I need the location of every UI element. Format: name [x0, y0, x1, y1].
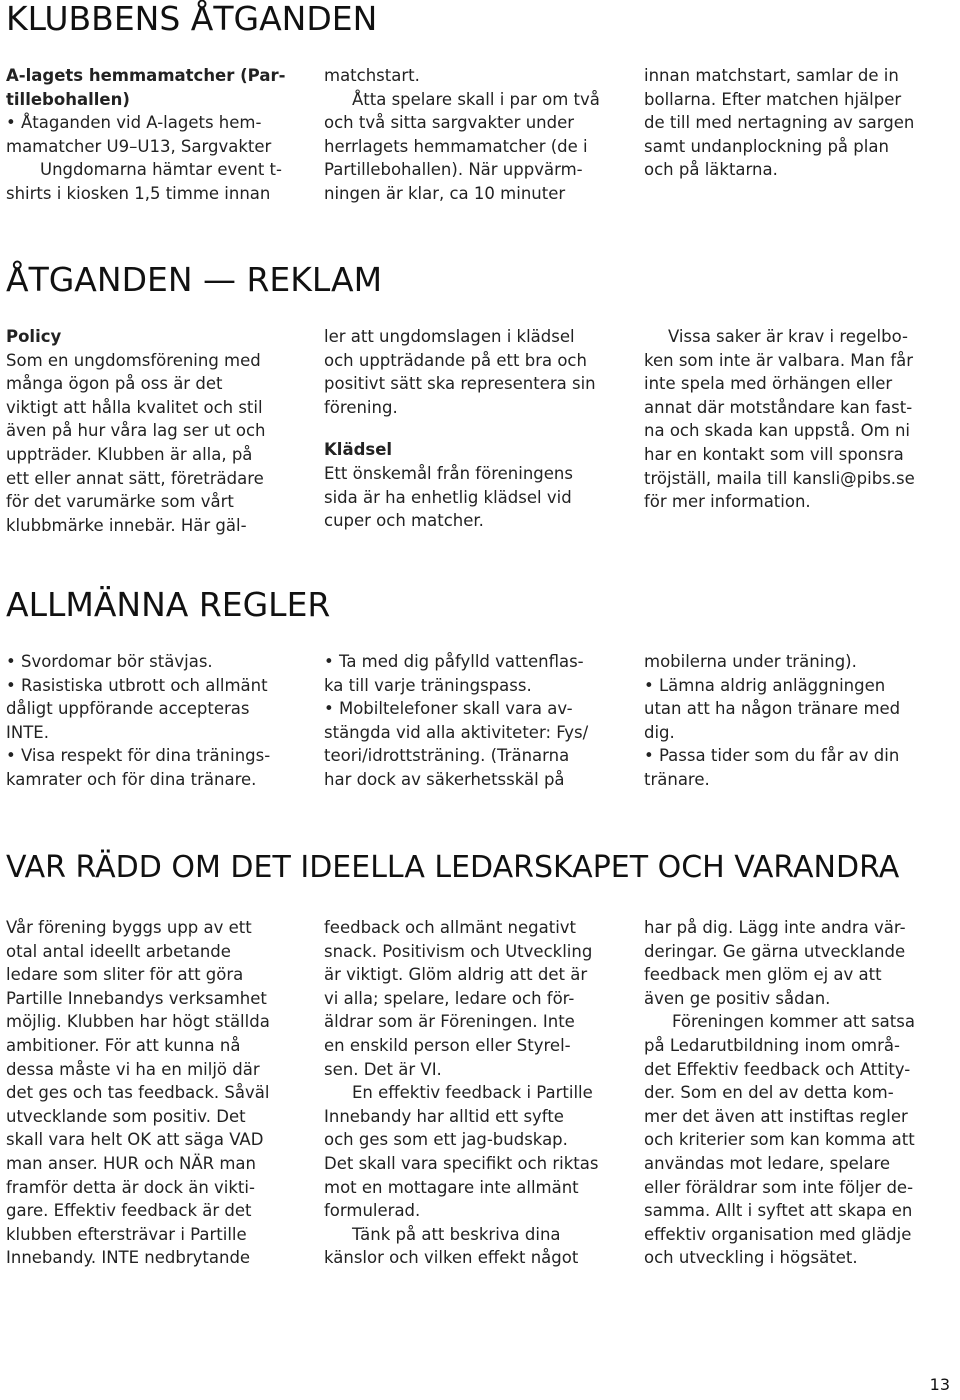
s1-c2-line: herrlagets hemmamatcher (de i — [324, 136, 588, 156]
s4-text-line: Vår förening byggs upp av ett — [6, 918, 252, 937]
s3-rule-item: • Svordomar bör stävjas. — [6, 652, 213, 671]
s4-text-line: det Effektiv feedback och Attity- — [644, 1059, 911, 1079]
s2-c1-line: Som en ungdomsförening med — [6, 350, 261, 370]
s3-rule-item: • Lämna aldrig anläggningen — [644, 675, 886, 695]
s3-column-2 — [324, 650, 614, 792]
s4-text-line: Innebandy. INTE nedbrytande — [6, 1248, 251, 1268]
page-number: 13 — [929, 1375, 950, 1394]
s2-column-3 — [644, 325, 954, 514]
s3-rule-item: dåligt uppförande accepteras — [6, 699, 250, 719]
s4-text-line: mot en mottagare inte allmänt — [324, 1177, 579, 1197]
s2-c1-line: uppträder. Klubben är alla, på — [6, 444, 253, 464]
s1-c1-line: shirts i kiosken 1,5 timme innan — [6, 183, 271, 203]
s2-subheading-policy: Policy — [6, 327, 62, 346]
s3-rule-item: • Passa tider som du får av din — [644, 746, 900, 766]
s1-c3-line: de till med nertagning av sargen — [644, 113, 915, 133]
s4-text-line: sen. Det är VI. — [324, 1059, 442, 1079]
s4-text-line: framför detta är dock än vikti- — [6, 1177, 255, 1197]
s3-rule-item: mobilerna under träning). — [644, 652, 857, 671]
s1-c2-line: Partillebohallen). När uppvärm- — [324, 160, 583, 180]
s4-text-line: dessa måste vi ha en miljö där — [6, 1059, 260, 1079]
s3-rule-item: kamrater och för dina tränare. — [6, 769, 257, 789]
s4-text-line: En effektiv feedback i Partille — [352, 1083, 593, 1103]
s4-text-line: Partille Innebandys verksamhet — [6, 988, 267, 1008]
s4-text-line: klubben eftersträvar i Partille — [6, 1224, 247, 1244]
s1-c1-line: mamatcher U9–U13, Sargvakter — [6, 136, 272, 156]
s4-text-line: på Ledarutbildning inom områ- — [644, 1035, 900, 1055]
s3-rule-item: dig. — [644, 722, 675, 742]
s3-rule-item: teori/idrottsträning. (Tränarna — [324, 746, 570, 766]
s3-rule-item: • Visa respekt för dina tränings- — [6, 746, 271, 766]
section-title-allmanna-regler: ALLMÄNNA REGLER — [6, 585, 331, 624]
s2-c1-line: för det varumärke som vårt — [6, 492, 234, 512]
s4-text-line: Föreningen kommer att satsa — [672, 1012, 915, 1032]
s4-text-line: och ges som ett jag-budskap. — [324, 1130, 568, 1150]
s2-c2-line: sida är ha enhetlig klädsel vid — [324, 487, 572, 507]
s3-rule-item: INTE. — [6, 722, 49, 742]
s1-subheading: A-lagets hemmamatcher (Par- tillebohallen) — [6, 66, 286, 109]
s4-text-line: har på dig. Lägg inte andra vär- — [644, 918, 906, 937]
s4-text-line: Det skall vara specifikt och riktas — [324, 1153, 599, 1173]
s4-text-line: der. Som en del av detta kom- — [644, 1083, 894, 1103]
s2-c3-line: har en kontakt som vill sponsra — [644, 444, 904, 464]
s4-column-2 — [324, 916, 614, 1270]
s3-rule-item: utan att ha någon tränare med — [644, 699, 901, 719]
s2-subheading-kladsel: Klädsel — [324, 440, 393, 460]
s4-column-1 — [6, 916, 296, 1270]
s2-c1-line: klubbmärke innebär. Här gäl- — [6, 515, 247, 535]
s1-c3-line: och på läktarna. — [644, 160, 778, 180]
s4-text-line: man anser. HUR och NÄR man — [6, 1153, 257, 1173]
s2-c1-line: många ögon på oss är det — [6, 374, 223, 394]
s4-text-line: deringar. Ge gärna utvecklande — [644, 941, 906, 961]
s1-c2-line: Åtta spelare skall i par om två — [352, 89, 600, 109]
s2-c1-line: viktigt att hålla kvalitet och stil — [6, 397, 263, 417]
s3-rule-item: har dock av säkerhetsskäl på — [324, 769, 565, 789]
s3-rule-item: tränare. — [644, 769, 710, 789]
s2-c2-line: och uppträdande på ett bra och — [324, 350, 587, 370]
s2-c3-line: tröjställ, maila till kansli@pibs.se — [644, 468, 915, 488]
s1-column-3 — [644, 64, 954, 182]
s4-text-line: Innebandy har alltid ett syfte — [324, 1106, 564, 1126]
s3-column-3 — [644, 650, 954, 792]
s1-c3-line: bollarna. Efter matchen hjälper — [644, 89, 902, 109]
s4-text-line: möjlig. Klubben har högt ställda — [6, 1012, 270, 1032]
s4-text-line: även ge positiv sådan. — [644, 988, 831, 1008]
s3-rule-item: ka till varje träningspass. — [324, 675, 532, 695]
s4-text-line: det ges och tas feedback. Såväl — [6, 1083, 270, 1103]
s1-c1-line: Ungdomarna hämtar event t- — [40, 160, 282, 180]
s4-text-line: Tänk på att beskriva dina — [352, 1224, 561, 1244]
s1-c2-line: matchstart. — [324, 66, 420, 85]
s4-text-line: otal antal ideellt arbetande — [6, 941, 231, 961]
s1-c3-line: samt undanplockning på plan — [644, 136, 889, 156]
s1-column-2 — [324, 64, 614, 206]
s4-text-line: är viktigt. Glöm aldrig att det är — [324, 965, 588, 985]
s2-c3-line: för mer information. — [644, 492, 811, 512]
section-title-atganden-reklam: ÅTGANDEN — REKLAM — [6, 260, 383, 299]
s2-c3-line: na och skada kan uppstå. Om ni — [644, 421, 910, 441]
section-title-ideella-ledarskapet: VAR RÄDD OM DET IDEELLA LEDARSKAPET OCH VARANDRA — [6, 850, 900, 885]
s4-text-line: feedback och allmänt negativt — [324, 918, 577, 937]
s2-column-1 — [6, 325, 296, 537]
s4-text-line: utvecklande som positiv. Det — [6, 1106, 246, 1126]
s3-rule-item: • Mobiltelefoner skall vara av- — [324, 699, 573, 719]
s4-text-line: och utveckling i högsätet. — [644, 1248, 858, 1268]
s4-text-line: och kriterier som kan komma att — [644, 1130, 915, 1150]
s1-c2-line: ningen är klar, ca 10 minuter — [324, 183, 566, 203]
s2-c2-line: cuper och matcher. — [324, 511, 484, 531]
s4-text-line: effektiv organisation med glädje — [644, 1224, 912, 1244]
s4-text-line: ambitioner. För att kunna nå — [6, 1035, 241, 1055]
s3-rule-item: • Ta med dig påfylld vattenflas- — [324, 652, 584, 671]
s2-c3-line: Vissa saker är krav i regelbo- — [668, 327, 908, 346]
s2-c1-line: även på hur våra lag ser ut och — [6, 421, 266, 441]
s2-c3-line: annat där motståndare kan fast- — [644, 397, 913, 417]
s4-text-line: gare. Effektiv feedback är det — [6, 1201, 252, 1221]
s4-text-line: samma. Allt i syftet att skapa en — [644, 1201, 913, 1221]
s1-c1-line: • Åtaganden vid A-lagets hem- — [6, 113, 262, 133]
s2-c3-line: ken som inte är valbara. Man får — [644, 350, 914, 370]
s1-c3-line: innan matchstart, samlar de in — [644, 66, 899, 85]
s3-column-1 — [6, 650, 296, 792]
s3-rule-item: • Rasistiska utbrott och allmänt — [6, 675, 268, 695]
s1-c2-line: och två sitta sargvakter under — [324, 113, 575, 133]
s4-text-line: mer det även att instiftas regler — [644, 1106, 908, 1126]
s4-text-line: feedback men glöm ej av att — [644, 965, 882, 985]
s2-c1-line: ett eller annat sätt, företrädare — [6, 468, 264, 488]
s4-column-3 — [644, 916, 954, 1270]
s2-c2-line: förening. — [324, 397, 398, 417]
s4-text-line: känslor och vilken effekt något — [324, 1248, 579, 1268]
s4-text-line: vi alla; spelare, ledare och för- — [324, 988, 575, 1008]
s3-rule-item: stängda vid alla aktiviteter: Fys/ — [324, 722, 589, 742]
s2-c2-line: ler att ungdomslagen i klädsel — [324, 327, 575, 346]
s2-column-2 — [324, 325, 614, 533]
s2-c2-line: positivt sätt ska representera sin — [324, 374, 596, 394]
s4-text-line: snack. Positivism och Utveckling — [324, 941, 593, 961]
s4-text-line: eller föräldrar som inte följer de- — [644, 1177, 914, 1197]
s1-column-1 — [6, 64, 296, 206]
s2-c2-line: Ett önskemål från föreningens — [324, 463, 573, 483]
s4-text-line: äldrar som är Föreningen. Inte — [324, 1012, 575, 1032]
s4-text-line: användas mot ledare, spelare — [644, 1153, 891, 1173]
s2-c3-line: inte spela med örhängen eller — [644, 374, 893, 394]
s4-text-line: formulerad. — [324, 1201, 421, 1221]
s4-text-line: ledare som sliter för att göra — [6, 965, 244, 985]
section-title-klubbens-atganden: KLUBBENS ÅTGANDEN — [6, 0, 378, 38]
s4-text-line: skall vara helt OK att säga VAD — [6, 1130, 264, 1150]
s4-text-line: en enskild person eller Styrel- — [324, 1035, 571, 1055]
